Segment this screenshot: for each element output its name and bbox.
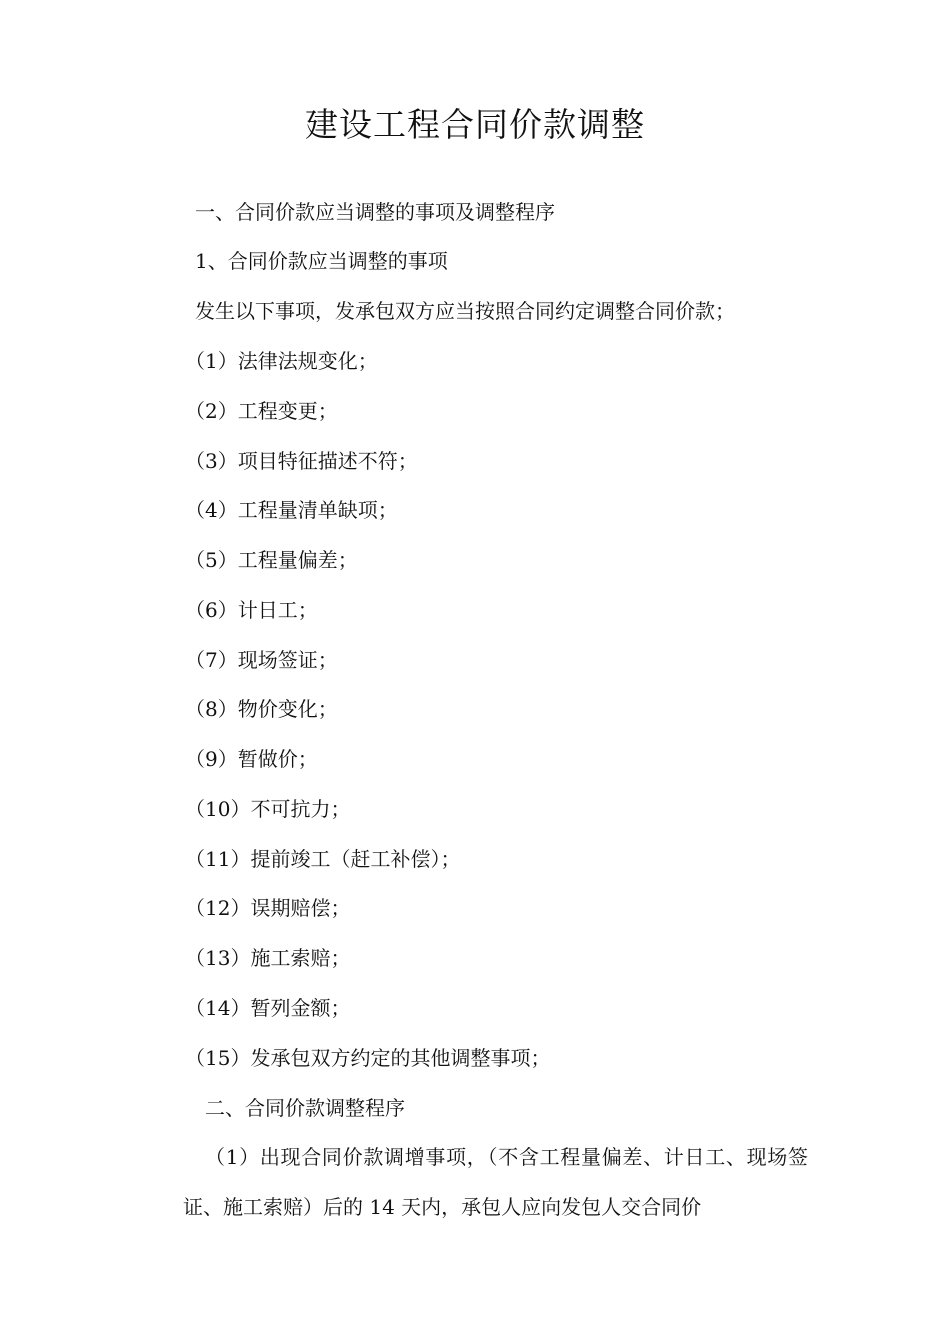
list-item: （6）计日工； — [185, 598, 318, 622]
list-item: （15）发承包双方约定的其他调整事项； — [185, 1046, 551, 1070]
list-item: （10）不可抗力； — [185, 797, 351, 821]
list-item: （7）现场签证； — [185, 648, 338, 672]
subsection-heading-1: 1、合同价款应当调整的事项 — [195, 249, 448, 273]
list-item: （12）误期赔偿； — [185, 896, 351, 920]
section-heading-1: 一、合同价款应当调整的事项及调整程序 — [195, 200, 555, 224]
list-item: （13）施工索赔； — [185, 946, 351, 970]
list-item: （4）工程量清单缺项； — [185, 498, 398, 522]
intro-text: 发生以下事项，发承包双方应当按照合同约定调整合同价款； — [195, 299, 735, 323]
list-item: （5）工程量偏差； — [185, 548, 358, 572]
list-item: （3）项目特征描述不符； — [185, 449, 418, 473]
list-item: （14）暂列金额； — [185, 996, 351, 1020]
list-item: （8）物价变化； — [185, 697, 338, 721]
body-paragraph: （1）出现合同价款调增事项，（不含工程量偏差、计日工、现场签证、施工索赔）后的 14 天内，承包人应向发包人交合同价 — [183, 1145, 808, 1219]
list-item: （9）暂做价； — [185, 747, 318, 771]
list-item: （1）法律法规变化； — [185, 349, 378, 373]
list-item: （11）提前竣工（赶工补偿）； — [185, 847, 461, 871]
document-title: 建设工程合同价款调整 — [305, 105, 645, 144]
list-item: （2）工程变更； — [185, 399, 338, 423]
section-heading-2: 二、合同价款调整程序 — [205, 1096, 405, 1120]
